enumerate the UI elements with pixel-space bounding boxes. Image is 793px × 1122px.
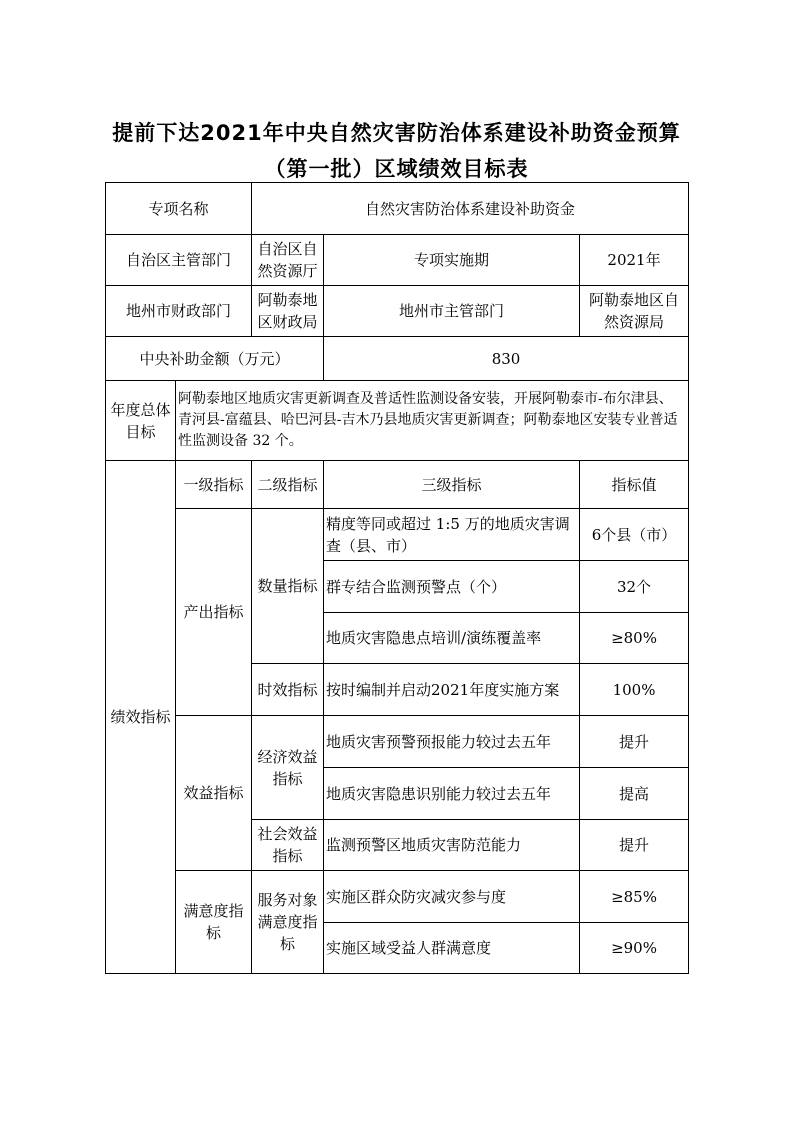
service-satisfaction-label: 服务对象满意度指标 xyxy=(252,871,324,974)
page-subtitle: （第一批）区域绩效目标表 xyxy=(264,157,529,181)
header-level3: 三级指标 xyxy=(324,461,580,509)
indicator-text: 地质灾害隐患识别能力较过去五年 xyxy=(324,768,580,820)
table-row xyxy=(106,509,689,561)
annual-goal-value: 阿勒泰地区地质灾害更新调查及普适性监测设备安装，开展阿勒泰市-布尔津县、青河县-富蕴县、哈巴河县-吉木乃县地质灾害更新调查；阿勒泰地区安装专业普适性监测设备 32 个。 xyxy=(176,381,689,461)
page-title: 提前下达2021年中央自然灾害防治体系建设补助资金预算 xyxy=(112,121,681,145)
table-row xyxy=(106,871,689,923)
indicator-value: 提高 xyxy=(580,768,689,820)
satisfaction-indicator-label: 满意度指标 xyxy=(176,871,252,974)
performance-target-table xyxy=(105,182,689,974)
time-indicator-label: 时效指标 xyxy=(252,664,324,716)
indicator-value: 6个县（市） xyxy=(580,509,689,561)
benefit-indicator-label: 效益指标 xyxy=(176,716,252,871)
prefecture-finance-value: 阿勒泰地区财政局 xyxy=(252,286,324,337)
period-value: 2021年 xyxy=(580,235,689,286)
indicator-text: 实施区群众防灾减灾参与度 xyxy=(324,871,580,923)
row-subsidy xyxy=(106,337,689,381)
header-value: 指标值 xyxy=(580,461,689,509)
quantity-indicator-label: 数量指标 xyxy=(252,509,324,664)
indicator-text: 群专结合监测预警点（个） xyxy=(324,561,580,613)
social-benefit-label: 社会效益指标 xyxy=(252,820,324,871)
annual-goal-label: 年度总体目标 xyxy=(106,381,176,461)
subsidy-value: 830 xyxy=(324,337,689,381)
region-dept-value: 自治区自然资源厅 xyxy=(252,235,324,286)
output-indicator-label: 产出指标 xyxy=(176,509,252,716)
indicator-value: 100% xyxy=(580,664,689,716)
prefecture-dept-label: 地州市主管部门 xyxy=(324,286,580,337)
indicator-text: 精度等同或超过 1:5 万的地质灾害调查（县、市） xyxy=(324,509,580,561)
row-project-name xyxy=(106,183,689,235)
row-region-dept xyxy=(106,235,689,286)
indicator-value: ≥80% xyxy=(580,613,689,664)
indicator-text: 地质灾害预警预报能力较过去五年 xyxy=(324,716,580,768)
indicator-value: 提升 xyxy=(580,820,689,871)
region-dept-label: 自治区主管部门 xyxy=(106,235,252,286)
indicators-section-label: 绩效指标 xyxy=(106,461,176,974)
header-level1: 一级指标 xyxy=(176,461,252,509)
table-row xyxy=(106,716,689,768)
indicator-value: ≥90% xyxy=(580,923,689,974)
indicator-value: 提升 xyxy=(580,716,689,768)
row-annual-goal xyxy=(106,381,689,461)
row-prefecture xyxy=(106,286,689,337)
indicator-value: 32个 xyxy=(580,561,689,613)
project-name-label: 专项名称 xyxy=(106,183,252,235)
period-label: 专项实施期 xyxy=(324,235,580,286)
indicator-text: 地质灾害隐患点培训/演练覆盖率 xyxy=(324,613,580,664)
subsidy-label: 中央补助金额（万元） xyxy=(106,337,324,381)
economic-benefit-label: 经济效益指标 xyxy=(252,716,324,820)
header-level2: 二级指标 xyxy=(252,461,324,509)
project-name-value: 自然灾害防治体系建设补助资金 xyxy=(252,183,689,235)
indicator-text: 实施区域受益人群满意度 xyxy=(324,923,580,974)
prefecture-finance-label: 地州市财政部门 xyxy=(106,286,252,337)
row-indicator-headers xyxy=(106,461,689,509)
indicator-text: 按时编制并启动2021年度实施方案 xyxy=(324,664,580,716)
prefecture-dept-value: 阿勒泰地区自然资源局 xyxy=(580,286,689,337)
indicator-value: ≥85% xyxy=(580,871,689,923)
indicator-text: 监测预警区地质灾害防范能力 xyxy=(324,820,580,871)
